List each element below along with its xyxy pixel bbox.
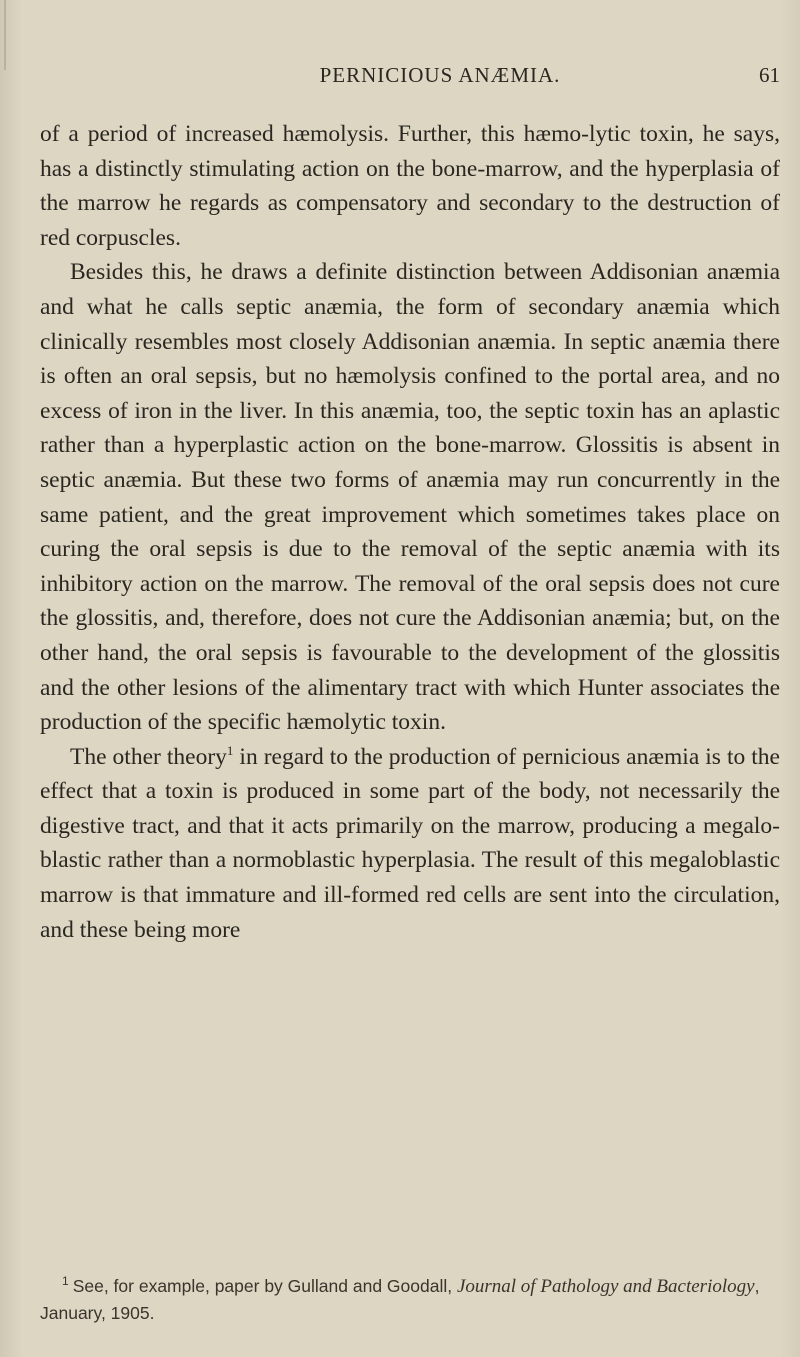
- footnote-text: See, for example, paper by Gulland and Goodall,: [72, 1275, 457, 1296]
- footnote-date: , January, 1905.: [40, 1275, 760, 1323]
- paragraph-text: The other theory: [70, 743, 227, 770]
- paragraph-text: Besides this, he draws a definite distinction between Addisonian anæmia and what he calls septic anæmia, the form of secondary anæmia which clinically resembles most closely Addisonian anæmia. In septic anæmia there is often an oral sepsis, but no hæmolysis confined to the portal area, and no excess of iron in the liver. In this anæmia, too, the septic toxin has an aplastic rather than a hyperplastic action on the bone-marrow. Glossitis is absent in septic anæmia. But these two forms of anæmia may run concurrently in the same patient, and the great improvement which sometimes takes place on curing the oral sepsis is due to the removal of the septic anæmia with its inhibitory action on the marrow. The removal of the oral sepsis does not cure the glossitis, and, therefore, does not cure the Addisonian anæmia; but, on the other hand, the oral sepsis is favourable to the development of the glossitis and the other lesions of the alimentary tract with which Hunter associates the production of the specific hæmolytic toxin.: [40, 259, 780, 736]
- journal-title: Journal of Pathology and Bacteriology: [456, 1275, 755, 1297]
- binding-shadow: [4, 0, 6, 70]
- paragraph-1: [40, 117, 780, 255]
- page-number: 61: [759, 63, 780, 87]
- paragraph-text: of a period of increased hæmolysis. Further, this hæmo-lytic toxin, he says, has a distinctly stimulating action on the bone-marrow, and the hyperplasia of the marrow he regards as compensatory and secondary to the destruction of red corpuscles.: [40, 121, 780, 251]
- footnote-mark: 1: [62, 1274, 69, 1288]
- paragraph-2: [40, 255, 780, 739]
- running-head: PERNICIOUS ANÆMIA.: [319, 63, 561, 87]
- footnote-reference[interactable]: 1: [226, 742, 234, 758]
- page-header: [40, 63, 780, 93]
- body-text: [40, 117, 780, 947]
- paragraph-3: [40, 740, 780, 948]
- footnote: [40, 1268, 780, 1327]
- paragraph-text-continued: in regard to the production of pernicious anæmia is to the effect that a toxin is produced in some part of the body, not necessarily the digestive tract, and that it acts primarily on the marrow, producing a megalo-blastic rather than a normoblastic hyperplasia. The result of this megaloblastic marrow is that immature and ill-formed red cells are sent into the circulation, and these being more: [40, 743, 780, 943]
